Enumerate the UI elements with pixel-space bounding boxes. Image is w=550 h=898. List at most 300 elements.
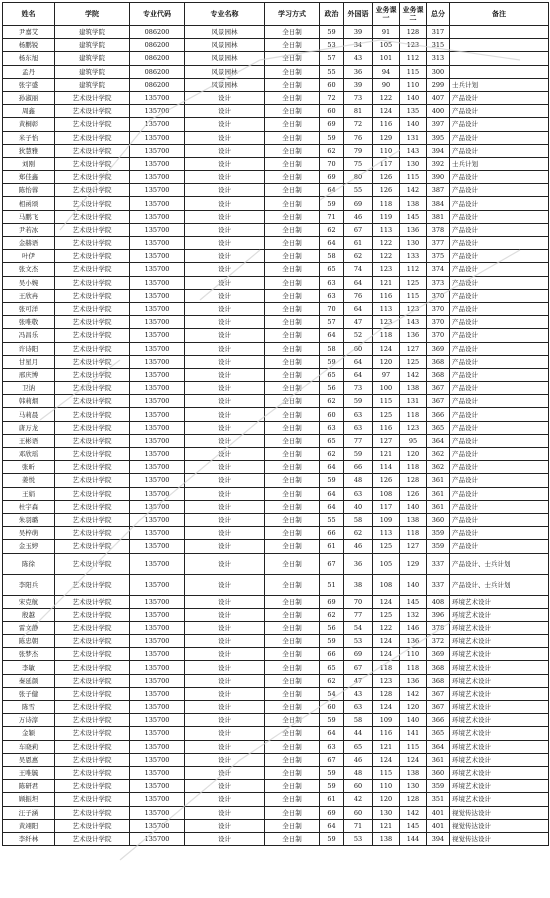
cell-foreign-language: 80 xyxy=(344,171,373,184)
table-row xyxy=(3,434,549,447)
cell-remarks xyxy=(450,39,549,52)
cell-college: 艺术设计学院 xyxy=(55,263,130,276)
table-row xyxy=(3,39,549,52)
cell-course-two: 118 xyxy=(400,527,427,540)
cell-total: 368 xyxy=(427,368,450,381)
cell-major-code: 135700 xyxy=(130,144,185,157)
cell-study-mode: 全日制 xyxy=(265,329,320,342)
cell-major-code: 135700 xyxy=(130,250,185,263)
table-row xyxy=(3,727,549,740)
cell-remarks: 产品设计 xyxy=(450,421,549,434)
cell-study-mode: 全日制 xyxy=(265,448,320,461)
cell-study-mode: 全日制 xyxy=(265,39,320,52)
cell-politics: 63 xyxy=(320,421,344,434)
cell-foreign-language: 46 xyxy=(344,540,373,553)
cell-name: 陈忠朝 xyxy=(3,635,55,648)
cell-course-two: 138 xyxy=(400,382,427,395)
cell-total: 364 xyxy=(427,434,450,447)
cell-course-one: 115 xyxy=(373,395,400,408)
cell-course-two: 115 xyxy=(400,289,427,302)
cell-politics: 51 xyxy=(320,574,344,595)
cell-remarks xyxy=(450,65,549,78)
table-row xyxy=(3,793,549,806)
cell-course-one: 105 xyxy=(373,39,400,52)
cell-name: 狄慧雅 xyxy=(3,144,55,157)
cell-study-mode: 全日制 xyxy=(265,661,320,674)
header-name: 姓名 xyxy=(3,3,55,26)
cell-name: 陈研君 xyxy=(3,780,55,793)
cell-politics: 72 xyxy=(320,91,344,104)
cell-remarks: 环境艺术设计 xyxy=(450,648,549,661)
cell-college: 艺术设计学院 xyxy=(55,674,130,687)
cell-remarks: 产品设计 xyxy=(450,408,549,421)
cell-politics: 64 xyxy=(320,461,344,474)
cell-study-mode: 全日制 xyxy=(265,65,320,78)
cell-remarks: 环境艺术设计 xyxy=(450,753,549,766)
cell-name: 唐万龙 xyxy=(3,421,55,434)
cell-remarks: 产品设计 xyxy=(450,434,549,447)
cell-course-two: 118 xyxy=(400,661,427,674)
cell-college: 艺术设计学院 xyxy=(55,342,130,355)
cell-study-mode: 全日制 xyxy=(265,474,320,487)
cell-foreign-language: 38 xyxy=(344,574,373,595)
cell-name: 李敏 xyxy=(3,661,55,674)
cell-college: 艺术设计学院 xyxy=(55,793,130,806)
cell-course-one: 121 xyxy=(373,740,400,753)
cell-course-two: 136 xyxy=(400,329,427,342)
cell-remarks: 环境艺术设计 xyxy=(450,635,549,648)
cell-name: 孟丹 xyxy=(3,65,55,78)
cell-name: 顾振坦 xyxy=(3,793,55,806)
cell-course-two: 142 xyxy=(400,368,427,381)
cell-course-two: 140 xyxy=(400,714,427,727)
cell-major-code: 135700 xyxy=(130,382,185,395)
cell-total: 372 xyxy=(427,635,450,648)
cell-study-mode: 全日制 xyxy=(265,237,320,250)
cell-name: 尹若冰 xyxy=(3,223,55,236)
cell-course-one: 123 xyxy=(373,674,400,687)
cell-foreign-language: 76 xyxy=(344,131,373,144)
cell-study-mode: 全日制 xyxy=(265,157,320,170)
cell-remarks: 产品设计、士兵计划 xyxy=(450,574,549,595)
cell-remarks: 产品设计 xyxy=(450,250,549,263)
cell-course-one: 122 xyxy=(373,250,400,263)
header-course-two: 业务课二 xyxy=(400,3,427,26)
cell-foreign-language: 63 xyxy=(344,487,373,500)
cell-course-one: 124 xyxy=(373,105,400,118)
cell-name: 金玉婷 xyxy=(3,540,55,553)
cell-foreign-language: 64 xyxy=(344,355,373,368)
cell-politics: 69 xyxy=(320,171,344,184)
cell-remarks: 产品设计 xyxy=(450,237,549,250)
cell-study-mode: 全日制 xyxy=(265,78,320,91)
cell-course-two: 143 xyxy=(400,316,427,329)
cell-politics: 64 xyxy=(320,184,344,197)
cell-study-mode: 全日制 xyxy=(265,740,320,753)
cell-course-one: 130 xyxy=(373,806,400,819)
cell-course-one: 124 xyxy=(373,635,400,648)
cell-major-name: 设计 xyxy=(185,766,265,779)
cell-remarks: 环境艺术设计 xyxy=(450,701,549,714)
cell-remarks: 产品设计 xyxy=(450,316,549,329)
cell-total: 394 xyxy=(427,832,450,845)
cell-college: 艺术设计学院 xyxy=(55,701,130,714)
cell-course-two: 135 xyxy=(400,105,427,118)
cell-course-two: 110 xyxy=(400,648,427,661)
cell-total: 368 xyxy=(427,661,450,674)
cell-remarks: 产品设计 xyxy=(450,540,549,553)
cell-course-one: 116 xyxy=(373,289,400,302)
cell-course-two: 138 xyxy=(400,513,427,526)
cell-remarks: 产品设计 xyxy=(450,461,549,474)
cell-remarks: 环境艺术设计 xyxy=(450,740,549,753)
cell-study-mode: 全日制 xyxy=(265,527,320,540)
cell-college: 艺术设计学院 xyxy=(55,461,130,474)
cell-name: 陈雪 xyxy=(3,701,55,714)
cell-major-name: 设计 xyxy=(185,574,265,595)
cell-total: 359 xyxy=(427,527,450,540)
cell-course-two: 130 xyxy=(400,237,427,250)
cell-name: 许诗阳 xyxy=(3,342,55,355)
header-course-one: 业务课一 xyxy=(373,3,400,26)
cell-remarks: 视觉传达设计 xyxy=(450,819,549,832)
cell-politics: 60 xyxy=(320,408,344,421)
cell-total: 313 xyxy=(427,52,450,65)
cell-major-name: 设计 xyxy=(185,621,265,634)
cell-course-two: 142 xyxy=(400,184,427,197)
header-remarks: 备注 xyxy=(450,3,549,26)
cell-foreign-language: 62 xyxy=(344,527,373,540)
header-study-mode: 学习方式 xyxy=(265,3,320,26)
cell-course-one: 115 xyxy=(373,766,400,779)
table-row xyxy=(3,553,549,574)
cell-course-one: 125 xyxy=(373,540,400,553)
cell-major-code: 135700 xyxy=(130,289,185,302)
header-foreign-language: 外国语 xyxy=(344,3,373,26)
cell-foreign-language: 73 xyxy=(344,382,373,395)
cell-course-one: 117 xyxy=(373,157,400,170)
cell-name: 黄翊阳 xyxy=(3,819,55,832)
cell-foreign-language: 72 xyxy=(344,118,373,131)
cell-study-mode: 全日制 xyxy=(265,595,320,608)
cell-study-mode: 全日制 xyxy=(265,210,320,223)
cell-foreign-language: 79 xyxy=(344,144,373,157)
cell-total: 364 xyxy=(427,740,450,753)
cell-study-mode: 全日制 xyxy=(265,52,320,65)
cell-major-code: 135700 xyxy=(130,793,185,806)
cell-major-name: 设计 xyxy=(185,157,265,170)
cell-study-mode: 全日制 xyxy=(265,421,320,434)
cell-politics: 58 xyxy=(320,250,344,263)
cell-study-mode: 全日制 xyxy=(265,223,320,236)
table-row xyxy=(3,448,549,461)
cell-major-name: 设计 xyxy=(185,237,265,250)
cell-course-one: 109 xyxy=(373,714,400,727)
cell-course-two: 133 xyxy=(400,250,427,263)
cell-name: 马鹏飞 xyxy=(3,210,55,223)
cell-foreign-language: 40 xyxy=(344,500,373,513)
cell-total: 373 xyxy=(427,276,450,289)
cell-foreign-language: 60 xyxy=(344,342,373,355)
cell-remarks: 产品设计 xyxy=(450,197,549,210)
table-row xyxy=(3,621,549,634)
cell-course-one: 118 xyxy=(373,197,400,210)
cell-course-two: 128 xyxy=(400,793,427,806)
cell-name: 叶伊 xyxy=(3,250,55,263)
cell-course-one: 127 xyxy=(373,434,400,447)
cell-foreign-language: 65 xyxy=(344,740,373,753)
cell-name: 吴小婉 xyxy=(3,276,55,289)
cell-major-name: 设计 xyxy=(185,674,265,687)
cell-college: 艺术设计学院 xyxy=(55,91,130,104)
cell-politics: 59 xyxy=(320,766,344,779)
cell-major-name: 设计 xyxy=(185,553,265,574)
cell-major-code: 135700 xyxy=(130,819,185,832)
header-major-name: 专业名称 xyxy=(185,3,265,26)
cell-total: 407 xyxy=(427,91,450,104)
cell-major-name: 设计 xyxy=(185,648,265,661)
cell-politics: 69 xyxy=(320,595,344,608)
cell-course-two: 138 xyxy=(400,197,427,210)
cell-major-name: 设计 xyxy=(185,740,265,753)
cell-study-mode: 全日制 xyxy=(265,687,320,700)
cell-name: 杜宇森 xyxy=(3,500,55,513)
cell-remarks: 产品设计 xyxy=(450,91,549,104)
cell-foreign-language: 67 xyxy=(344,223,373,236)
cell-course-two: 142 xyxy=(400,687,427,700)
table-row xyxy=(3,316,549,329)
cell-name: 陈怡蓉 xyxy=(3,184,55,197)
cell-politics: 64 xyxy=(320,487,344,500)
cell-college: 艺术设计学院 xyxy=(55,131,130,144)
cell-name: 米子怡 xyxy=(3,131,55,144)
cell-major-name: 设计 xyxy=(185,527,265,540)
cell-remarks: 环境艺术设计 xyxy=(450,621,549,634)
cell-course-one: 125 xyxy=(373,408,400,421)
cell-remarks: 视觉传达设计 xyxy=(450,806,549,819)
table-row xyxy=(3,329,549,342)
cell-remarks: 产品设计 xyxy=(450,382,549,395)
cell-foreign-language: 64 xyxy=(344,302,373,315)
cell-course-two: 115 xyxy=(400,65,427,78)
table-row xyxy=(3,276,549,289)
cell-remarks: 产品设计 xyxy=(450,342,549,355)
cell-total: 315 xyxy=(427,39,450,52)
cell-course-two: 140 xyxy=(400,574,427,595)
table-row xyxy=(3,250,549,263)
table-row xyxy=(3,302,549,315)
table-row xyxy=(3,635,549,648)
cell-foreign-language: 64 xyxy=(344,276,373,289)
cell-study-mode: 全日制 xyxy=(265,289,320,302)
cell-study-mode: 全日制 xyxy=(265,368,320,381)
cell-major-code: 135700 xyxy=(130,648,185,661)
cell-major-code: 135700 xyxy=(130,105,185,118)
cell-major-name: 设计 xyxy=(185,635,265,648)
cell-study-mode: 全日制 xyxy=(265,635,320,648)
cell-course-two: 140 xyxy=(400,118,427,131)
cell-course-two: 140 xyxy=(400,500,427,513)
cell-foreign-language: 81 xyxy=(344,105,373,118)
cell-course-one: 129 xyxy=(373,131,400,144)
cell-politics: 57 xyxy=(320,52,344,65)
cell-foreign-language: 73 xyxy=(344,91,373,104)
cell-major-name: 设计 xyxy=(185,832,265,845)
cell-foreign-language: 34 xyxy=(344,39,373,52)
cell-total: 394 xyxy=(427,144,450,157)
cell-course-two: 130 xyxy=(400,157,427,170)
cell-remarks: 产品设计 xyxy=(450,263,549,276)
table-row xyxy=(3,26,549,39)
cell-course-two: 128 xyxy=(400,26,427,39)
cell-politics: 62 xyxy=(320,395,344,408)
cell-major-name: 设计 xyxy=(185,342,265,355)
cell-name: 宋克航 xyxy=(3,595,55,608)
table-row xyxy=(3,527,549,540)
cell-name: 孙淑丽 xyxy=(3,91,55,104)
cell-remarks: 士兵计划 xyxy=(450,157,549,170)
table-row xyxy=(3,421,549,434)
cell-name: 邢庆博 xyxy=(3,368,55,381)
cell-name: 金颖 xyxy=(3,727,55,740)
cell-foreign-language: 52 xyxy=(344,329,373,342)
cell-course-two: 115 xyxy=(400,171,427,184)
cell-college: 艺术设计学院 xyxy=(55,171,130,184)
table-row xyxy=(3,408,549,421)
cell-politics: 56 xyxy=(320,621,344,634)
cell-college: 艺术设计学院 xyxy=(55,687,130,700)
cell-major-name: 设计 xyxy=(185,500,265,513)
cell-remarks: 产品设计 xyxy=(450,355,549,368)
cell-major-name: 设计 xyxy=(185,144,265,157)
cell-major-code: 135700 xyxy=(130,171,185,184)
cell-course-two: 141 xyxy=(400,727,427,740)
cell-major-name: 设计 xyxy=(185,395,265,408)
cell-total: 395 xyxy=(427,131,450,144)
cell-politics: 69 xyxy=(320,806,344,819)
cell-major-code: 135700 xyxy=(130,237,185,250)
cell-major-name: 风景园林 xyxy=(185,26,265,39)
cell-foreign-language: 39 xyxy=(344,78,373,91)
cell-study-mode: 全日制 xyxy=(265,513,320,526)
cell-major-code: 135700 xyxy=(130,753,185,766)
cell-major-name: 设计 xyxy=(185,714,265,727)
cell-politics: 59 xyxy=(320,355,344,368)
cell-major-name: 设计 xyxy=(185,595,265,608)
cell-total: 361 xyxy=(427,487,450,500)
cell-politics: 65 xyxy=(320,368,344,381)
cell-remarks: 环境艺术设计 xyxy=(450,595,549,608)
table-row xyxy=(3,540,549,553)
cell-course-one: 124 xyxy=(373,342,400,355)
cell-study-mode: 全日制 xyxy=(265,105,320,118)
cell-major-code: 135700 xyxy=(130,687,185,700)
cell-major-name: 设计 xyxy=(185,329,265,342)
cell-course-two: 118 xyxy=(400,408,427,421)
cell-course-two: 129 xyxy=(400,553,427,574)
cell-remarks xyxy=(450,52,549,65)
cell-major-name: 设计 xyxy=(185,355,265,368)
cell-remarks: 产品设计 xyxy=(450,474,549,487)
cell-major-name: 设计 xyxy=(185,302,265,315)
table-row xyxy=(3,474,549,487)
cell-total: 361 xyxy=(427,753,450,766)
cell-name: 秦延颜 xyxy=(3,674,55,687)
cell-remarks: 环境艺术设计 xyxy=(450,687,549,700)
cell-total: 337 xyxy=(427,574,450,595)
table-row xyxy=(3,780,549,793)
table-row xyxy=(3,608,549,621)
table-row xyxy=(3,368,549,381)
table-row xyxy=(3,355,549,368)
cell-major-code: 135700 xyxy=(130,448,185,461)
cell-politics: 61 xyxy=(320,540,344,553)
cell-major-code: 135700 xyxy=(130,540,185,553)
cell-major-name: 设计 xyxy=(185,105,265,118)
cell-study-mode: 全日制 xyxy=(265,342,320,355)
cell-total: 360 xyxy=(427,766,450,779)
cell-study-mode: 全日制 xyxy=(265,276,320,289)
cell-total: 365 xyxy=(427,727,450,740)
table-row xyxy=(3,595,549,608)
cell-major-name: 设计 xyxy=(185,540,265,553)
cell-study-mode: 全日制 xyxy=(265,395,320,408)
cell-total: 374 xyxy=(427,263,450,276)
cell-politics: 59 xyxy=(320,197,344,210)
cell-politics: 59 xyxy=(320,26,344,39)
cell-politics: 71 xyxy=(320,210,344,223)
cell-major-name: 设计 xyxy=(185,91,265,104)
cell-study-mode: 全日制 xyxy=(265,806,320,819)
cell-college: 艺术设计学院 xyxy=(55,608,130,621)
cell-course-two: 145 xyxy=(400,819,427,832)
cell-name: 刘刚 xyxy=(3,157,55,170)
header-major-code: 专业代码 xyxy=(130,3,185,26)
cell-course-two: 110 xyxy=(400,78,427,91)
cell-study-mode: 全日制 xyxy=(265,171,320,184)
cell-college: 艺术设计学院 xyxy=(55,819,130,832)
cell-foreign-language: 55 xyxy=(344,184,373,197)
cell-foreign-language: 77 xyxy=(344,608,373,621)
cell-foreign-language: 60 xyxy=(344,806,373,819)
cell-major-code: 135700 xyxy=(130,316,185,329)
table-row xyxy=(3,395,549,408)
cell-total: 368 xyxy=(427,355,450,368)
cell-remarks: 产品设计 xyxy=(450,500,549,513)
cell-study-mode: 全日制 xyxy=(265,621,320,634)
cell-college: 艺术设计学院 xyxy=(55,740,130,753)
cell-college: 艺术设计学院 xyxy=(55,500,130,513)
cell-college: 艺术设计学院 xyxy=(55,382,130,395)
cell-name: 张唯敬 xyxy=(3,316,55,329)
cell-major-name: 设计 xyxy=(185,474,265,487)
cell-politics: 64 xyxy=(320,237,344,250)
cell-remarks: 环境艺术设计 xyxy=(450,674,549,687)
cell-major-name: 设计 xyxy=(185,210,265,223)
cell-major-name: 设计 xyxy=(185,131,265,144)
cell-foreign-language: 75 xyxy=(344,157,373,170)
table-row xyxy=(3,342,549,355)
cell-course-two: 95 xyxy=(400,434,427,447)
cell-foreign-language: 70 xyxy=(344,595,373,608)
admission-table xyxy=(2,2,549,846)
cell-remarks: 环境艺术设计 xyxy=(450,766,549,779)
cell-major-code: 135700 xyxy=(130,500,185,513)
table-row xyxy=(3,806,549,819)
cell-total: 369 xyxy=(427,342,450,355)
cell-study-mode: 全日制 xyxy=(265,753,320,766)
cell-study-mode: 全日制 xyxy=(265,540,320,553)
